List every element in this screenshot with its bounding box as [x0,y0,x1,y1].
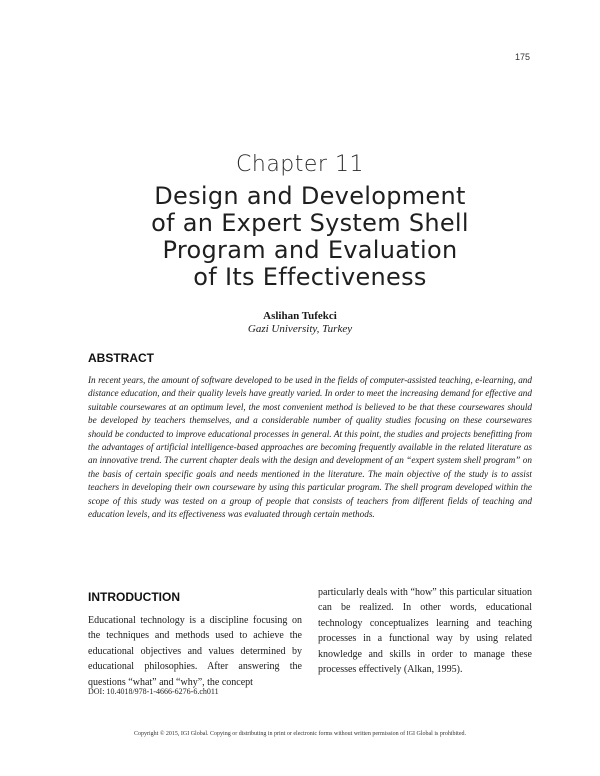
page-number: 175 [514,52,530,62]
introduction-heading: INTRODUCTION [88,590,180,604]
author-affiliation: Gazi University, Turkey [247,323,353,335]
introduction-left-column: Educational technology is a discipline focusing on the techniques and methods used to achieve the educational objectives and values determined by educational philosophies. After answering the questions “what” and “why”, the concept [88,615,302,688]
abstract-heading: ABSTRACT [88,351,154,365]
author-name: Aslihan Tufekci [263,310,337,322]
chapter-label: Chapter 11 [236,152,364,177]
chapter-title-line: Program and Evaluation [162,236,458,264]
chapter-title-line: of an Expert System Shell [151,209,469,237]
abstract-text: In recent years, the amount of software developed to be used in the fields of computer-assisted teaching, e-learning, and distance education, and their quality levels have greatly varied. In order to meet the increasing demand for effective and suitable coursewares at an optimum level, the most convenient method is believed to be that these coursewares should be developed by teachers themselves, and a considerable number of quality studies focusing on these coursewares should be conducted to improve educational processes in general. At this point, the studies and projects benefitting from the advantages of artificial intelligence-based approaches are becoming frequently available in the related literature as an innovative trend. The current chapter deals with the design and development of an “expert system shell program” on the basis of certain specific goals and needs mentioned in the literature. The main objective of the study is to assist teachers in developing their own courseware by using this particular program. The shell program developed within the scope of this study was tested on a group of people that consists of teachers from different fields of teaching and education levels, and its effectiveness was evaluated through certain methods. [88,375,532,520]
chapter-title-line: Design and Development [154,182,466,210]
introduction-right-column: particularly deals with “how” this particular situation can be realized. In other words, educational technology conceptualizes learning and teaching processes in a functional way by using related knowledge and skills in order to manage these processes effectively (Alkan, 1995). [318,587,532,676]
chapter-title [80,183,540,291]
doi: DOI: 10.4018/978-1-4666-6276-6.ch011 [88,687,219,696]
chapter-title-line: of Its Effectiveness [193,263,427,291]
copyright-notice: Copyright © 2015, IGI Global. Copying or distributing in print or electronic forms without written permission of IGI Global is prohibited. [133,731,466,737]
